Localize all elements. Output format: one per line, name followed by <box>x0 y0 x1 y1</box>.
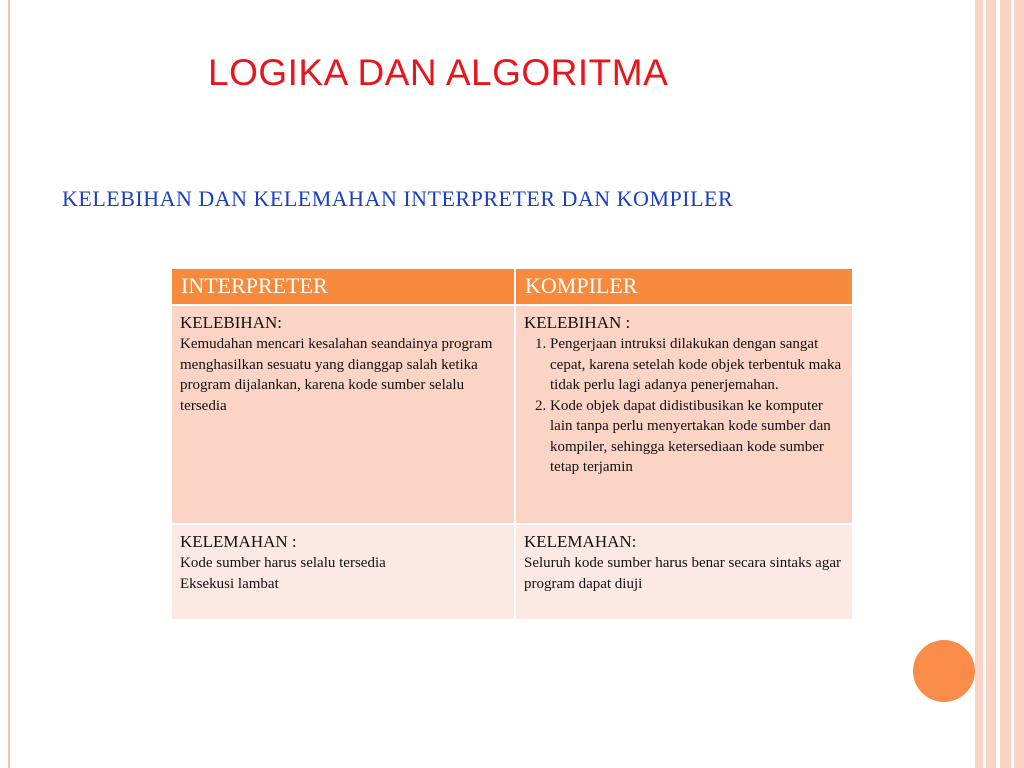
header-interpreter: INTERPRETER <box>171 268 515 305</box>
cell-text-line: Eksekusi lambat <box>180 575 279 592</box>
cell-label: KELEMAHAN : <box>180 532 297 551</box>
stripe-divider <box>1011 0 1014 768</box>
decorative-circle <box>913 640 975 702</box>
left-border-line <box>8 0 10 768</box>
table-row-kelebihan <box>171 305 853 524</box>
cell-interpreter-kelebihan <box>171 305 515 524</box>
cell-text-line: Kode sumber harus selalu tersedia <box>180 555 386 571</box>
cell-label: KELEBIHAN: <box>180 313 282 332</box>
header-kompiler: KOMPILER <box>515 268 853 305</box>
right-decorative-stripes <box>975 0 1024 768</box>
cell-kompiler-kelemahan <box>515 524 853 620</box>
stripe-divider <box>996 0 1000 768</box>
slide-title: LOGIKA DAN ALGORITMA <box>208 52 669 93</box>
list-item: 1. Pengerjaan intruksi dilakukan dengan sangat cepat, karena setelah kode objek terbentuk maka tidak perlu lagi adanya penerjemahan. <box>550 334 844 396</box>
stripe-divider <box>983 0 986 768</box>
table-header-row <box>171 268 853 305</box>
cell-label: KELEBIHAN : <box>524 313 631 332</box>
cell-interpreter-kelemahan <box>171 524 515 620</box>
cell-kompiler-kelebihan <box>515 305 853 524</box>
kelebihan-list <box>524 334 844 478</box>
cell-text: Seluruh kode sumber harus benar secara sintaks agar program dapat diuji <box>524 555 841 592</box>
slide-subtitle: KELEBIHAN DAN KELEMAHAN INTERPRETER DAN KOMPILER <box>62 186 734 211</box>
table-row-kelemahan <box>171 524 853 620</box>
cell-text: Kemudahan mencari kesalahan seandainya program menghasilkan sesuatu yang dianggap salah ketika program dijalankan, karena kode sumber selalu tersedia <box>180 336 493 414</box>
comparison-table <box>170 267 854 621</box>
cell-label: KELEMAHAN: <box>524 532 637 551</box>
list-item: 2. Kode objek dapat didistibusikan ke komputer lain tanpa perlu menyertakan kode sumber dan kompiler, sehingga ketersediaan kode sumber tetap terjamin <box>550 396 844 478</box>
